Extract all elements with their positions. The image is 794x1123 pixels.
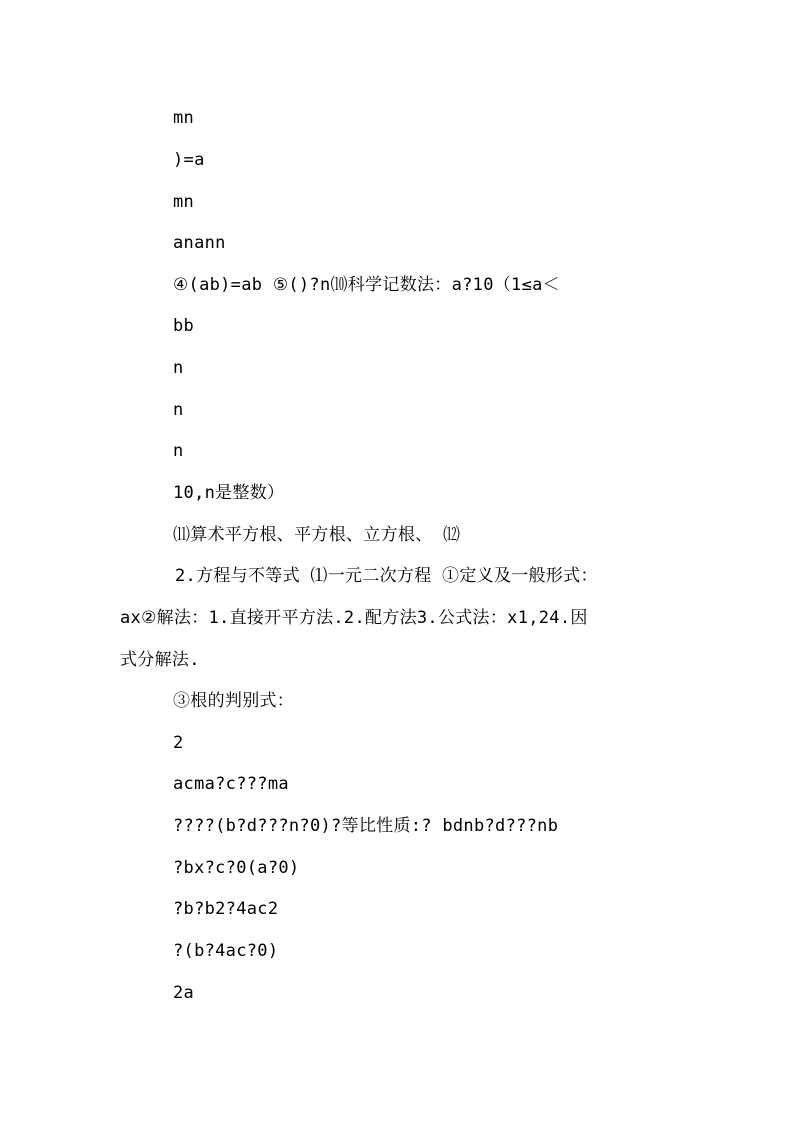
text-line: 2a (173, 983, 195, 1003)
text-line: bb (173, 316, 195, 336)
text-line: 10,n是整数） (173, 483, 285, 503)
text-line: ????(b?d???n?0)?等比性质:? bdnb?d???nb (173, 816, 559, 836)
text-line: acma?c???ma (173, 774, 289, 794)
text-line: 2 (173, 733, 184, 753)
text-line: mn (173, 192, 195, 212)
text-line: mn (173, 108, 195, 128)
text-line: n (173, 441, 184, 461)
text-line: ?bx?c?0(a?0) (173, 858, 300, 878)
text-line: 式分解法. (120, 650, 200, 670)
text-line: ax②解法：1.直接开平方法.2.配方法3.公式法：x1,24.因 (120, 608, 588, 628)
text-line: anann (173, 233, 226, 253)
text-line: n (173, 358, 184, 378)
text-line: n (173, 400, 184, 420)
text-line: 2.方程与不等式 ⑴一元二次方程 ①定义及一般形式： (175, 566, 598, 586)
text-line: ③根的判别式： (173, 691, 295, 711)
text-line: )=a (173, 150, 205, 170)
text-line: ?(b?4ac?0) (173, 941, 279, 961)
text-line: ④(ab)=ab ⑤()?n⑽科学记数法：a?10（1≤a＜ (173, 275, 560, 295)
text-line: ?b?b2?4ac2 (173, 899, 279, 919)
text-line: ⑾算术平方根、平方根、立方根、 ⑿ (173, 525, 461, 545)
